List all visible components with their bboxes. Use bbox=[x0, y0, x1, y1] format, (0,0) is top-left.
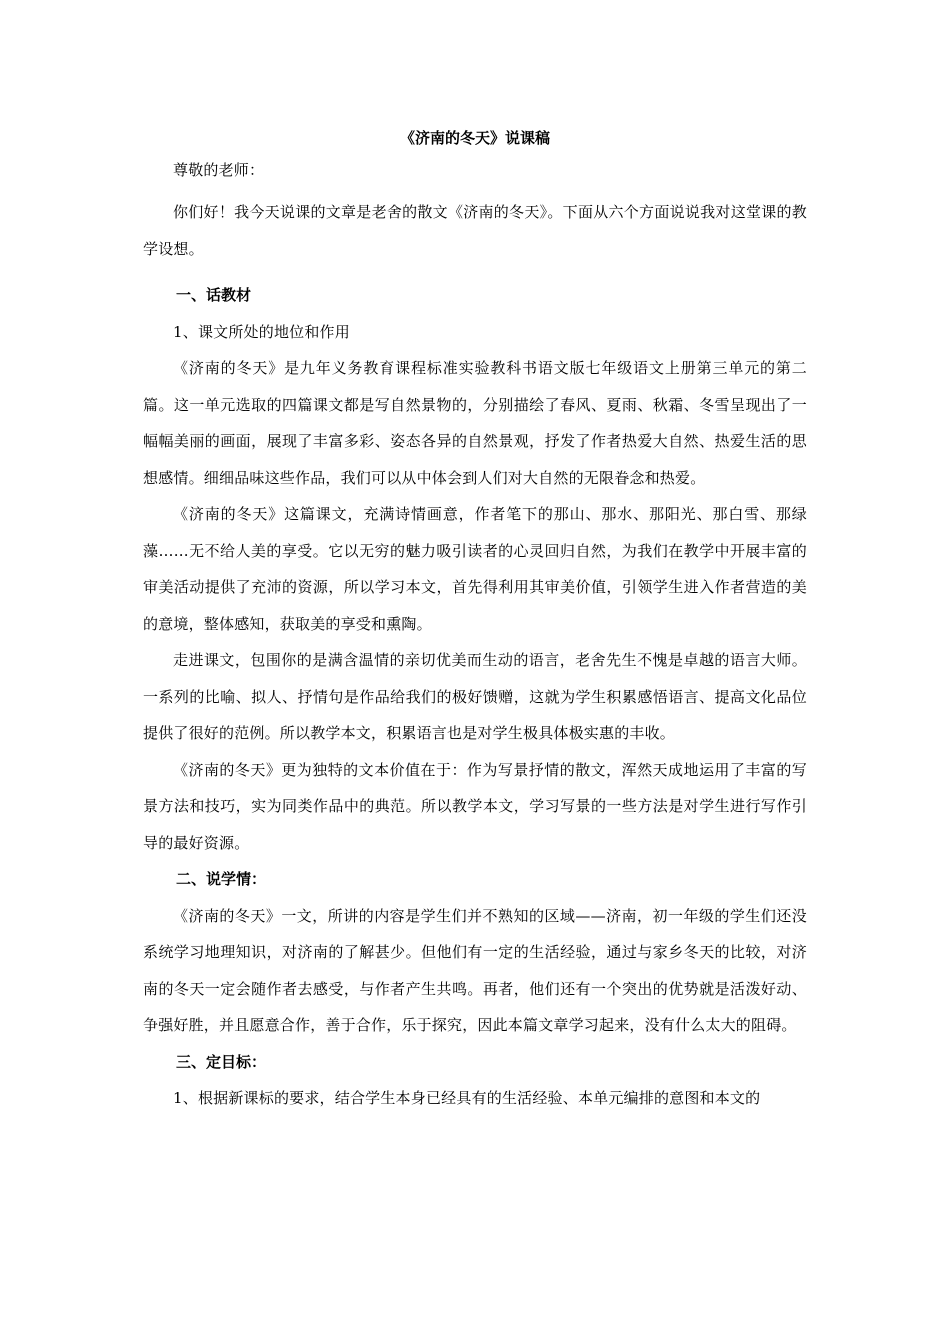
intro-paragraph: 你们好！我今天说课的文章是老舍的散文《济南的冬天》。下面从六个方面说说我对这堂课的教学设想。 bbox=[143, 203, 807, 258]
greeting: 尊敬的老师： bbox=[173, 161, 265, 179]
section-heading-objectives: 三、定目标： bbox=[176, 1052, 267, 1071]
section-heading-students: 二、说学情： bbox=[176, 870, 267, 888]
document-body bbox=[143, 124, 807, 1117]
paragraph: 《济南的冬天》是九年义务教育课程标准实验教科书语文版七年级语文上册第三单元的第二篇。这一单元选取的四篇课文都是写自然景物的，分别描绘了春风、夏雨、秋霜、冬雪呈现出了一幅幅美丽的画面，展现了丰富多彩、姿态各异的自然景观，抒发了作者热爱大自然、热爱生活的思想感情。细细品味这些作品，我们可以从中体会到人们对大自然的无限眷念和热爱。 bbox=[143, 359, 807, 487]
paragraph: 《济南的冬天》一文，所讲的内容是学生们并不熟知的区域——济南，初一年级的学生们还没系统学习地理知识，对济南的了解甚少。但他们有一定的生活经验，通过与家乡冬天的比较，对济南的冬天一定会随作者去感受，与作者产生共鸣。再者，他们还有一个突出的优势就是活泼好动、争强好胜，并且愿意合作，善于合作，乐于探究，因此本篇文章学习起来，没有什么太大的阻碍。 bbox=[143, 906, 807, 1034]
paragraph: 1、根据新课标的要求，结合学生本身已经具有的生活经验、本单元编排的意图和本文的 bbox=[173, 1089, 761, 1107]
document-title: 《济南的冬天》说课稿 bbox=[399, 129, 550, 147]
paragraph: 《济南的冬天》这篇课文，充满诗情画意，作者笔下的那山、那水、那阳光、那白雪、那绿藻……无不给人美的享受。它以无穷的魅力吸引读者的心灵回归自然，为我们在教学中开展丰富的审美活动提供了充沛的资源，所以学习本文，首先得利用其审美价值，引领学生进入作者营造的美的意境，整体感知，获取美的享受和熏陶。 bbox=[143, 505, 807, 633]
section-heading-textbook: 一、话教材 bbox=[176, 286, 252, 304]
paragraph: 走进课文，包围你的是满含温情的亲切优美而生动的语言，老舍先生不愧是卓越的语言大师。一系列的比喻、拟人、抒情句是作品给我们的极好馈赠，这就为学生积累感悟语言、提高文化品位提供了很好的范例。所以教学本文，积累语言也是对学生极具体极实惠的丰收。 bbox=[143, 651, 807, 742]
subheading-position-role: 1、课文所处的地位和作用 bbox=[173, 322, 350, 341]
paragraph: 《济南的冬天》更为独特的文本价值在于：作为写景抒情的散文，浑然天成地运用了丰富的写景方法和技巧，实为同类作品中的典范。所以教学本文，学习写景的一些方法是对学生进行写作引导的最好资源。 bbox=[143, 760, 807, 852]
